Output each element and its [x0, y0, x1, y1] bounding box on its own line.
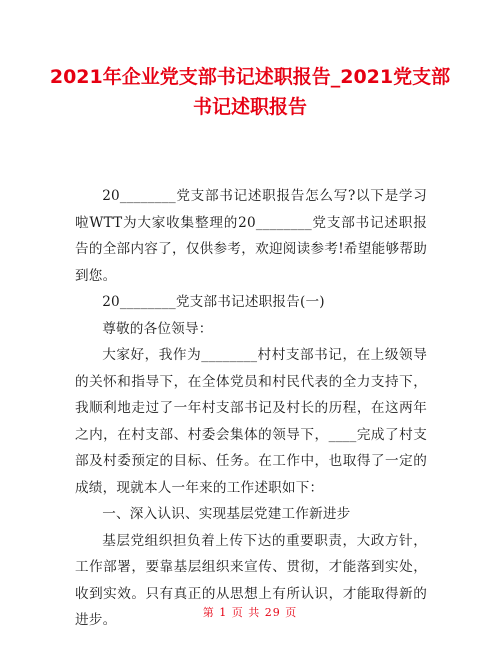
- paragraph-intro: 20________党支部书记述职报告怎么写?以下是学习啦WTT为大家收集整理的20________党支部书记述职报告的全部内容了，仅供参考，欢迎阅读参考!希望能够帮助到您。: [75, 188, 427, 284]
- document-title-line-1: 2021年企业党支部书记述职报告_2021党支部: [49, 66, 451, 88]
- paragraph-report-heading: 20________党支部书记述职报告(一): [102, 294, 325, 310]
- document-body: [75, 183, 427, 634]
- paragraph-section-body: 基层党组织担负着上传下达的重要职责，大政方针，工作部署，要靠基层组织来宣传、贯彻，才能落到实处，收到实效。只有真正的从思想上有所认识，才能取得新的进步。: [75, 532, 427, 628]
- paragraph-section-heading: 一、深入认识、实现基层党建工作新进步: [102, 506, 351, 522]
- page-footer: 第 1 页 共 29 页: [202, 606, 298, 619]
- document-title-line-2: 书记述职报告: [192, 96, 307, 118]
- paragraph-greeting: 大家好，我作为________村村支部书记，在上级领导的关怀和指导下，在全体党员和村民代表的全力支持下，我顺利地走过了一年村支部书记及村长的历程，在这两年之内，在村支部、村委会集体的领导下，____完成了村支部及村委预定的目标、任务。在工作中，也取得了一定的成绩，现就本人一年来的工作述职如下：: [75, 347, 427, 496]
- paragraph-salutation: 尊敬的各位领导：: [102, 320, 213, 337]
